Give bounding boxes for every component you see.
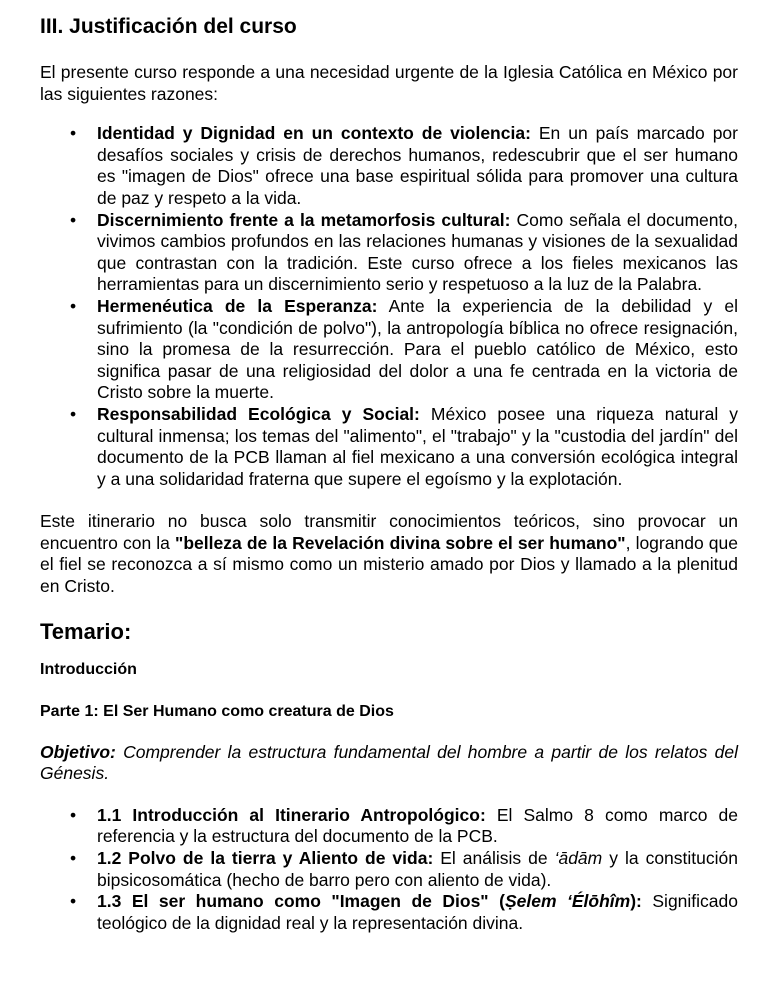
item-text: Como señala el documento, vivimos cambios profundos en las relaciones humanas y visiones de la sexualidad que contrastan con la tradición. Este curso ofrece a los fieles mexicanos las herramientas para un discernimiento serio y respetuoso a la luz de la Palabra. bbox=[97, 209, 738, 295]
objective-label: Objetivo: bbox=[40, 741, 116, 762]
list-item bbox=[97, 210, 738, 296]
item-text: Ante la experiencia de la debilidad y el sufrimiento (la "condición de polvo"), la antropología bíblica no ofrece resignación, sino la promesa de la resurrección. Para el pueblo católico de México, esto significa pasar de una religiosidad del dolor a una fe centrada en la victoria de Cristo sobre la muerte. bbox=[97, 295, 738, 403]
item-heading: 1.3 El ser humano como "Imagen de Dios" ( bbox=[97, 891, 505, 912]
objective-text: Comprender la estructura fundamental del hombre a partir de los relatos del Génesis. bbox=[40, 741, 738, 784]
parte1-heading: Parte 1: El Ser Humano como creatura de Dios bbox=[40, 702, 394, 720]
list-item bbox=[97, 404, 738, 490]
item-heading: Hermenéutica de la Esperanza: bbox=[97, 295, 378, 316]
closing-text: , logrando que el fiel se reconozca a sí mismo como un misterio amado por Dios y llamado a la plenitud en Cristo. bbox=[40, 532, 738, 597]
closing-emphasis: "belleza de la Revelación divina sobre el ser humano" bbox=[175, 532, 626, 553]
list-item bbox=[97, 296, 738, 404]
closing-text: Este itinerario no busca solo transmitir conocimientos teóricos, sino provocar un encuentro con la bbox=[40, 511, 738, 553]
item-heading: 1.1 Introducción al Itinerario Antropológico: bbox=[97, 804, 486, 825]
item-text: México posee una riqueza natural y cultural inmensa; los temas del "alimento", el "trabajo" y la "custodia del jardín" del documento de la PCB llaman al fiel mexicano a una conversión ecológica integral y a una solidaridad fraterna que supere el egoísmo y la explotación. bbox=[97, 403, 739, 489]
item-heading: ): bbox=[630, 891, 642, 912]
item-term: Ṣelem ‘Élōhîm bbox=[504, 891, 631, 912]
intro-paragraph: El presente curso responde a una necesidad urgente de la Iglesia Católica en México por las siguientes razones: bbox=[40, 62, 738, 104]
list-item bbox=[97, 848, 738, 891]
item-heading: Discernimiento frente a la metamorfosis cultural: bbox=[97, 209, 511, 230]
section-title: III. Justificación del curso bbox=[40, 15, 297, 38]
item-text: y la constitución bipsicosomática (hecho de barro pero con aliento de vida). bbox=[97, 848, 738, 890]
item-text: El análisis de bbox=[433, 848, 555, 869]
item-heading: 1.2 Polvo de la tierra y Aliento de vida: bbox=[97, 848, 434, 869]
topics-list bbox=[40, 805, 738, 935]
item-text: En un país marcado por desafíos sociales y crisis de derechos humanos, redescubrir que el ser humano es "imagen de Dios" ofrece una base espiritual sólida para promover una cultura de paz y respeto a la vida. bbox=[97, 123, 738, 208]
list-item bbox=[97, 805, 738, 848]
item-heading: Identidad y Dignidad en un contexto de violencia: bbox=[97, 123, 531, 144]
objective bbox=[40, 742, 738, 785]
temario-title: Temario: bbox=[40, 618, 132, 644]
introduccion-heading: Introducción bbox=[40, 660, 137, 678]
list-item bbox=[97, 891, 738, 934]
document-page bbox=[40, 0, 738, 934]
closing-paragraph bbox=[40, 511, 738, 597]
item-text: Significado teológico de la dignidad real y la representación divina. bbox=[97, 891, 738, 933]
item-text: El Salmo 8 como marco de referencia y la estructura del documento de la PCB. bbox=[97, 804, 738, 847]
item-heading: Responsabilidad Ecológica y Social: bbox=[97, 403, 420, 424]
list-item bbox=[97, 123, 738, 209]
item-term: ‘ādām bbox=[554, 848, 603, 869]
reasons-list bbox=[40, 123, 738, 490]
